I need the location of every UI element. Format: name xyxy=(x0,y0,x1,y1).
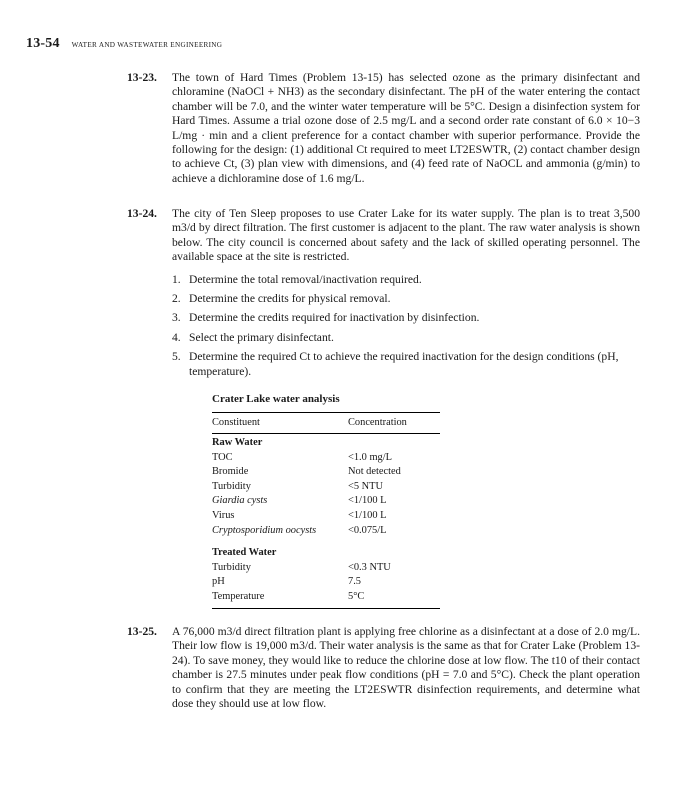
problem-13-24 xyxy=(127,207,640,384)
table-row: Giardia cysts <1/100 L xyxy=(212,495,387,507)
column-header-constituent: Constituent xyxy=(212,413,348,434)
table-row: Bromide Not detected xyxy=(212,466,401,478)
analysis-table xyxy=(212,412,440,609)
problem-text: The town of Hard Times (Problem 13-15) has selected ozone as the primary disinfectant and chloramine (NaOCl + NH3) as the secondary disinfectant. The pH of the water entering the contact chamber will be 7.0, and the winter water temperature will be 5°C. Design a disinfection system for Hard Times. Assume a trial ozone dose of 2.5 mg/L and a second order rate constant of 6.0 × 10−3 L/mg · min and a client preference for a contact chamber with superior performance. Provide the following for the design: (1) additional Ct required to meet LT2ESWTR, (2) contact chamber design to achieve Ct, (3) plan view with dimensions, and (4) feed rate of NaOCL and ammonia (g/min) to achieve a dichloramine dose of 1.6 mg/L. xyxy=(172,71,640,185)
table-row: pH 7.5 xyxy=(212,576,361,588)
page-number: 13-54 xyxy=(26,36,60,51)
table-title: Crater Lake water analysis xyxy=(212,393,340,405)
table-row: Temperature 5°C xyxy=(212,590,440,608)
step-list xyxy=(172,273,640,379)
column-header-concentration: Concentration xyxy=(348,413,440,434)
table-row: Virus <1/100 L xyxy=(212,509,387,521)
running-title: WATER AND WASTEWATER ENGINEERING xyxy=(71,41,223,49)
list-item: 1. Determine the total removal/inactivation required. xyxy=(172,272,422,286)
section-heading-treated: Treated Water xyxy=(212,547,277,559)
problem-number: 13-24. xyxy=(127,207,157,220)
problem-number: 13-25. xyxy=(127,625,157,638)
table-row: TOC <1.0 mg/L xyxy=(212,451,392,463)
table-row: Turbidity <0.3 NTU xyxy=(212,561,391,573)
list-item: 5. Determine the required Ct to achieve the required inactivation for the design conditions (pH, temperature). xyxy=(172,350,619,378)
list-item: 4. Select the primary disinfectant. xyxy=(172,330,334,344)
crater-lake-table xyxy=(212,393,440,609)
problem-text: The city of Ten Sleep proposes to use Crater Lake for its water supply. The plan is to treat 3,500 m3/d by direct filtration. The first customer is adjacent to the plant. The raw water analysis is shown below. The city council is concerned about safety and the lack of skilled operating personnel. The available space at the site is restricted. xyxy=(172,207,640,264)
list-item: 3. Determine the credits required for inactivation by disinfection. xyxy=(172,311,480,325)
problem-number: 13-23. xyxy=(127,71,157,84)
list-item: 2. Determine the credits for physical removal. xyxy=(172,292,391,306)
problem-text: A 76,000 m3/d direct filtration plant is applying free chlorine as a disinfectant at a dose of 2.0 mg/L. Their low flow is 19,000 m3/d. Their water analysis is the same as that for Crater Lake (Problem 13-24). To save money, they would like to reduce the chlorine dose at low flow. The t10 of their contact chamber is 27.5 minutes under peak flow conditions (pH = 7.0 and 5°C). Check the plant operation to confirm that they are meeting the LT2ESWTR disinfection requirements, and determine what dose they should use at low flow. xyxy=(172,625,640,711)
problem-13-25 xyxy=(127,625,640,711)
table-row: Turbidity <5 NTU xyxy=(212,480,384,492)
page-header xyxy=(26,36,222,52)
section-heading-raw: Raw Water xyxy=(212,437,263,448)
problem-13-23 xyxy=(127,71,640,186)
table-row: Cryptosporidium oocysts <0.075/L xyxy=(212,524,387,536)
